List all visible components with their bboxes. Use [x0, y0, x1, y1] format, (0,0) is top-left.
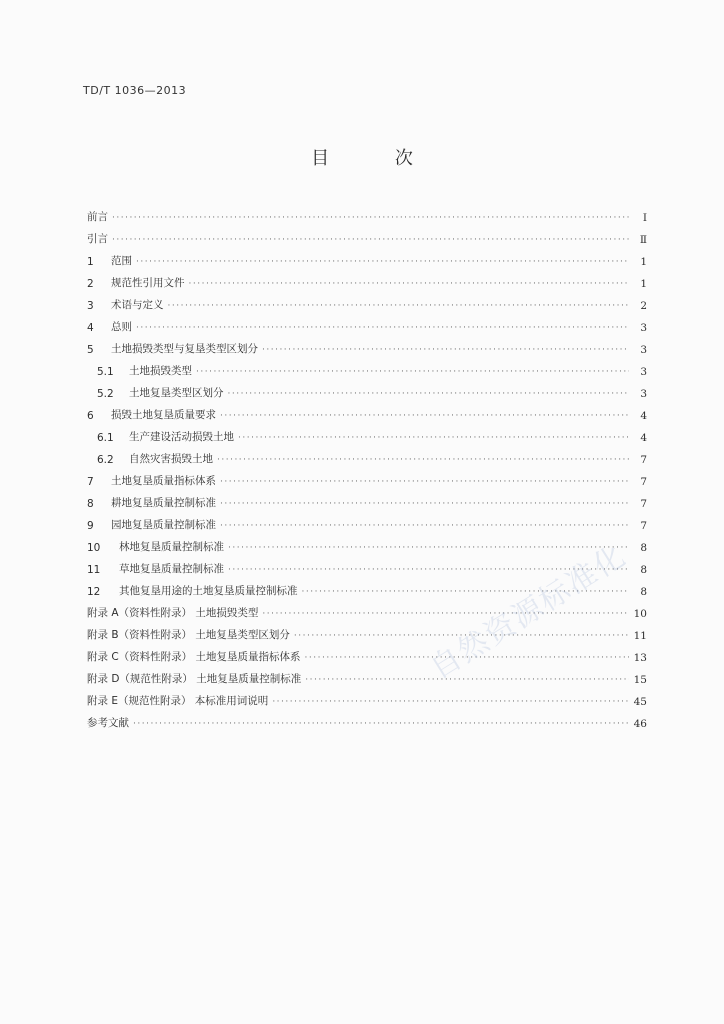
- toc-leader-dots: [196, 367, 629, 378]
- toc-entry-number: 6.2: [97, 454, 114, 466]
- toc-entry-label: 自然灾害损毁土地: [129, 453, 213, 465]
- toc-entry[interactable]: [87, 334, 647, 356]
- toc-entry-label: 附录 C（资料性附录） 土地复垦质量指标体系: [87, 651, 301, 663]
- toc-entry-page: 3: [640, 388, 647, 400]
- toc-entry-page: 4: [640, 410, 647, 422]
- toc-entry-page: 3: [640, 344, 647, 356]
- toc-entry[interactable]: [87, 224, 647, 246]
- toc-entry-label: 参考文献: [87, 717, 129, 729]
- toc-entry-label: 园地复垦质量控制标准: [111, 519, 216, 531]
- toc-entry-number: 6: [87, 410, 94, 422]
- toc-entry-label: 其他复垦用途的土地复垦质量控制标准: [119, 585, 298, 597]
- page-title: 目 次: [311, 148, 443, 169]
- toc-entry-label: 生产建设活动损毁土地: [129, 431, 234, 443]
- toc-entry-page: Ⅱ: [639, 234, 647, 246]
- toc-entry[interactable]: [87, 642, 647, 664]
- toc-entry-page: 8: [640, 564, 647, 576]
- toc-entry-number: 2: [87, 278, 94, 290]
- toc-entry-number: 1: [87, 256, 94, 268]
- toc-entry-label: 规范性引用文件: [111, 277, 185, 289]
- toc-entry-label: 土地复垦质量指标体系: [111, 475, 216, 487]
- toc-entry-page: 8: [640, 586, 647, 598]
- toc-leader-dots: [262, 609, 629, 620]
- toc-entry-label: 附录 E（规范性附录） 本标准用词说明: [87, 695, 269, 707]
- toc-entry-page: 45: [633, 696, 647, 708]
- toc-entry-number: 12: [87, 586, 101, 598]
- toc-leader-dots: [133, 719, 629, 730]
- toc-leader-dots: [112, 213, 629, 224]
- toc-entry-page: 7: [640, 498, 647, 510]
- toc-entry[interactable]: [87, 422, 647, 444]
- toc-entry-page: 1: [640, 278, 647, 290]
- toc-entry-number: 5.1: [97, 366, 114, 378]
- toc-entry[interactable]: [87, 444, 647, 466]
- toc-entry-page: 7: [640, 476, 647, 488]
- toc-entry-number: 9: [87, 520, 94, 532]
- toc-entry-label: 附录 D（规范性附录） 土地复垦质量控制标准: [87, 673, 302, 685]
- toc-entry-label: 前言: [87, 211, 108, 223]
- toc-entry[interactable]: [87, 378, 647, 400]
- toc-entry-number: 8: [87, 498, 94, 510]
- toc-entry-page: 2: [640, 300, 647, 312]
- toc-entry[interactable]: [87, 708, 647, 730]
- toc-entry-number: 11: [87, 564, 101, 576]
- toc-entry-page: 46: [633, 718, 647, 730]
- toc-entry-page: 15: [633, 674, 647, 686]
- toc-entry-number: 7: [87, 476, 94, 488]
- toc-entry-number: 4: [87, 322, 94, 334]
- toc-entry-label: 土地复垦类型区划分: [129, 387, 224, 399]
- toc-entry-page: 8: [640, 542, 647, 554]
- toc-entry[interactable]: [87, 510, 647, 532]
- toc-entry-page: 3: [640, 366, 647, 378]
- toc-entry-page: 11: [633, 630, 647, 642]
- toc-entry[interactable]: [87, 268, 647, 290]
- toc-entry[interactable]: [87, 246, 647, 268]
- toc-entry[interactable]: [87, 686, 647, 708]
- toc-leader-dots: [272, 697, 629, 708]
- toc-entry-label: 草地复垦质量控制标准: [119, 563, 224, 575]
- toc-leader-dots: [220, 521, 629, 532]
- toc-entry-page: 7: [640, 454, 647, 466]
- toc-entry-label: 总则: [111, 321, 132, 333]
- toc-leader-dots: [168, 301, 630, 312]
- toc-entry-label: 土地损毁类型与复垦类型区划分: [111, 343, 258, 355]
- toc-entry-label: 耕地复垦质量控制标准: [111, 497, 216, 509]
- toc-leader-dots: [238, 433, 629, 444]
- toc-entry-label: 引言: [87, 233, 108, 245]
- toc-entry[interactable]: [87, 290, 647, 312]
- toc-entry-label: 土地损毁类型: [129, 365, 192, 377]
- document-code: TD/T 1036—2013: [83, 84, 187, 97]
- toc-entry[interactable]: [87, 312, 647, 334]
- toc-entry[interactable]: [87, 202, 647, 224]
- toc-leader-dots: [228, 543, 629, 554]
- toc-leader-dots: [136, 323, 629, 334]
- toc-entry-page: I: [642, 212, 647, 224]
- toc-entry-number: 3: [87, 300, 94, 312]
- toc-leader-dots: [112, 235, 629, 246]
- toc-entry-label: 术语与定义: [111, 299, 164, 311]
- toc-entry-label: 损毁土地复垦质量要求: [111, 409, 216, 421]
- toc-leader-dots: [220, 477, 629, 488]
- toc-entry-label: 林地复垦质量控制标准: [119, 541, 224, 553]
- toc-entry-label: 范围: [111, 255, 132, 267]
- toc-entry-page: 1: [640, 256, 647, 268]
- toc-entry-label: 附录 B（资料性附录） 土地复垦类型区划分: [87, 629, 290, 641]
- toc-leader-dots: [217, 455, 629, 466]
- toc-entry-page: 4: [640, 432, 647, 444]
- watermark: 自然资源标准化: [424, 538, 633, 687]
- toc-entry-number: 5: [87, 344, 94, 356]
- toc-leader-dots: [305, 675, 629, 686]
- toc-entry-page: 13: [633, 652, 647, 664]
- toc-entry-page: 10: [633, 608, 647, 620]
- toc-entry[interactable]: [87, 356, 647, 378]
- toc-entry-number: 6.1: [97, 432, 114, 444]
- toc-entry[interactable]: [87, 532, 647, 554]
- toc-entry-number: 5.2: [97, 388, 114, 400]
- toc-entry[interactable]: [87, 400, 647, 422]
- toc-entry[interactable]: [87, 620, 647, 642]
- toc-leader-dots: [136, 257, 629, 268]
- toc-entry-page: 3: [640, 322, 647, 334]
- toc-leader-dots: [189, 279, 630, 290]
- table-of-contents: [87, 202, 647, 730]
- toc-entry[interactable]: [87, 466, 647, 488]
- toc-entry-label: 附录 A（资料性附录） 土地损毁类型: [87, 607, 259, 619]
- toc-leader-dots: [220, 411, 629, 422]
- toc-leader-dots: [262, 345, 629, 356]
- toc-leader-dots: [228, 389, 630, 400]
- toc-entry-number: 10: [87, 542, 101, 554]
- toc-entry-page: 7: [640, 520, 647, 532]
- toc-entry[interactable]: [87, 488, 647, 510]
- toc-entry[interactable]: [87, 664, 647, 686]
- toc-leader-dots: [220, 499, 629, 510]
